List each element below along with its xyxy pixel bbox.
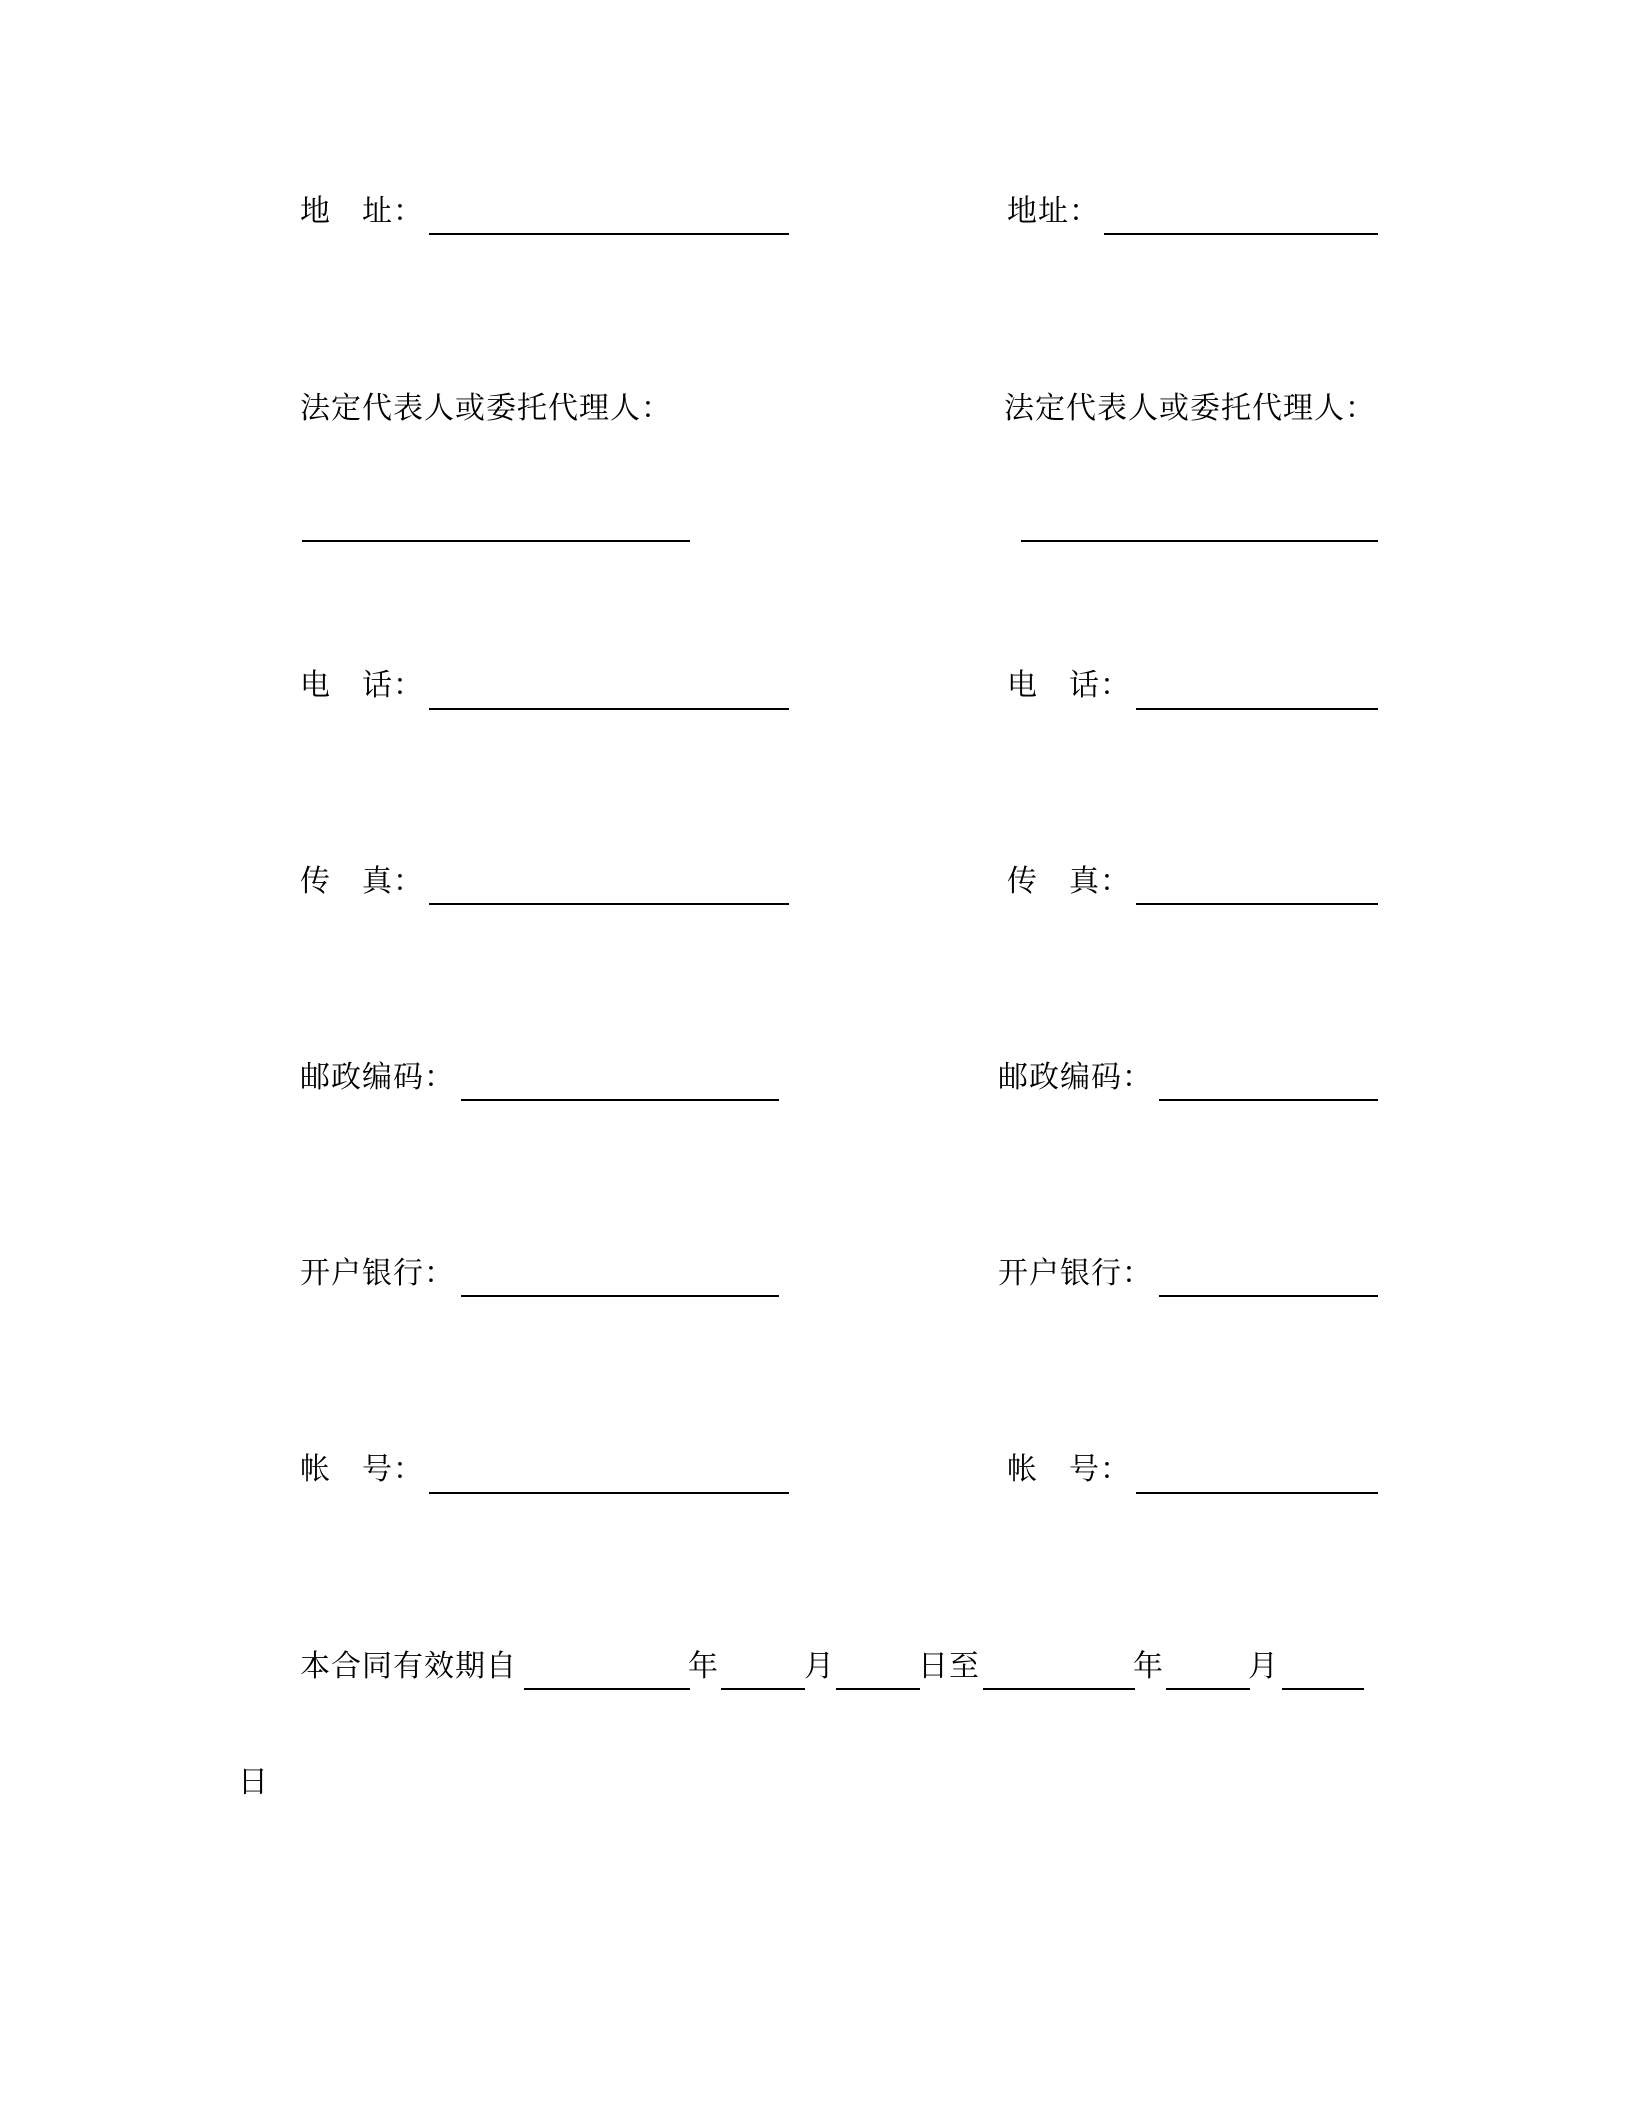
left-bank-label: 开户银行：	[300, 1256, 455, 1291]
right-bank-field[interactable]	[1159, 1295, 1378, 1297]
right-fax-field[interactable]	[1136, 903, 1378, 905]
validity-start-day-field[interactable]	[836, 1688, 920, 1690]
validity-year2-label: 年	[1133, 1649, 1164, 1684]
left-fax-label: 传 真：	[300, 864, 424, 899]
validity-month-label: 月	[804, 1649, 835, 1684]
validity-prefix: 本合同有效期自	[300, 1649, 517, 1684]
validity-end-day-field[interactable]	[1282, 1688, 1364, 1690]
right-bank-label: 开户银行：	[998, 1256, 1153, 1291]
left-postal-code-field[interactable]	[461, 1099, 779, 1101]
right-fax-label: 传 真：	[1007, 864, 1131, 899]
right-account-field[interactable]	[1136, 1492, 1378, 1494]
validity-end-year-field[interactable]	[983, 1688, 1135, 1690]
right-address-label: 地址：	[1007, 194, 1100, 229]
left-address-label: 地 址：	[300, 194, 424, 229]
right-phone-label: 电 话：	[1007, 668, 1131, 703]
right-phone-field[interactable]	[1136, 708, 1378, 710]
right-representative-label: 法定代表人或委托代理人：	[1004, 391, 1376, 426]
left-bank-field[interactable]	[461, 1295, 779, 1297]
right-account-label: 帐 号：	[1007, 1452, 1131, 1487]
left-representative-field[interactable]	[302, 540, 690, 542]
left-representative-label: 法定代表人或委托代理人：	[300, 391, 672, 426]
validity-year-label: 年	[688, 1649, 719, 1684]
right-representative-field[interactable]	[1021, 540, 1378, 542]
left-account-label: 帐 号：	[300, 1452, 424, 1487]
validity-end-month-field[interactable]	[1166, 1688, 1250, 1690]
right-address-field[interactable]	[1104, 233, 1378, 235]
left-account-field[interactable]	[429, 1492, 789, 1494]
right-postal-code-label: 邮政编码：	[998, 1060, 1153, 1095]
right-postal-code-field[interactable]	[1159, 1099, 1378, 1101]
left-address-field[interactable]	[429, 233, 789, 235]
validity-day-to-label: 日至	[918, 1649, 980, 1684]
validity-start-month-field[interactable]	[721, 1688, 805, 1690]
left-phone-label: 电 话：	[300, 668, 424, 703]
left-fax-field[interactable]	[429, 903, 789, 905]
validity-day-label: 日	[238, 1765, 269, 1800]
validity-start-year-field[interactable]	[524, 1688, 690, 1690]
left-phone-field[interactable]	[429, 708, 789, 710]
validity-month2-label: 月	[1248, 1649, 1279, 1684]
left-postal-code-label: 邮政编码：	[300, 1060, 455, 1095]
